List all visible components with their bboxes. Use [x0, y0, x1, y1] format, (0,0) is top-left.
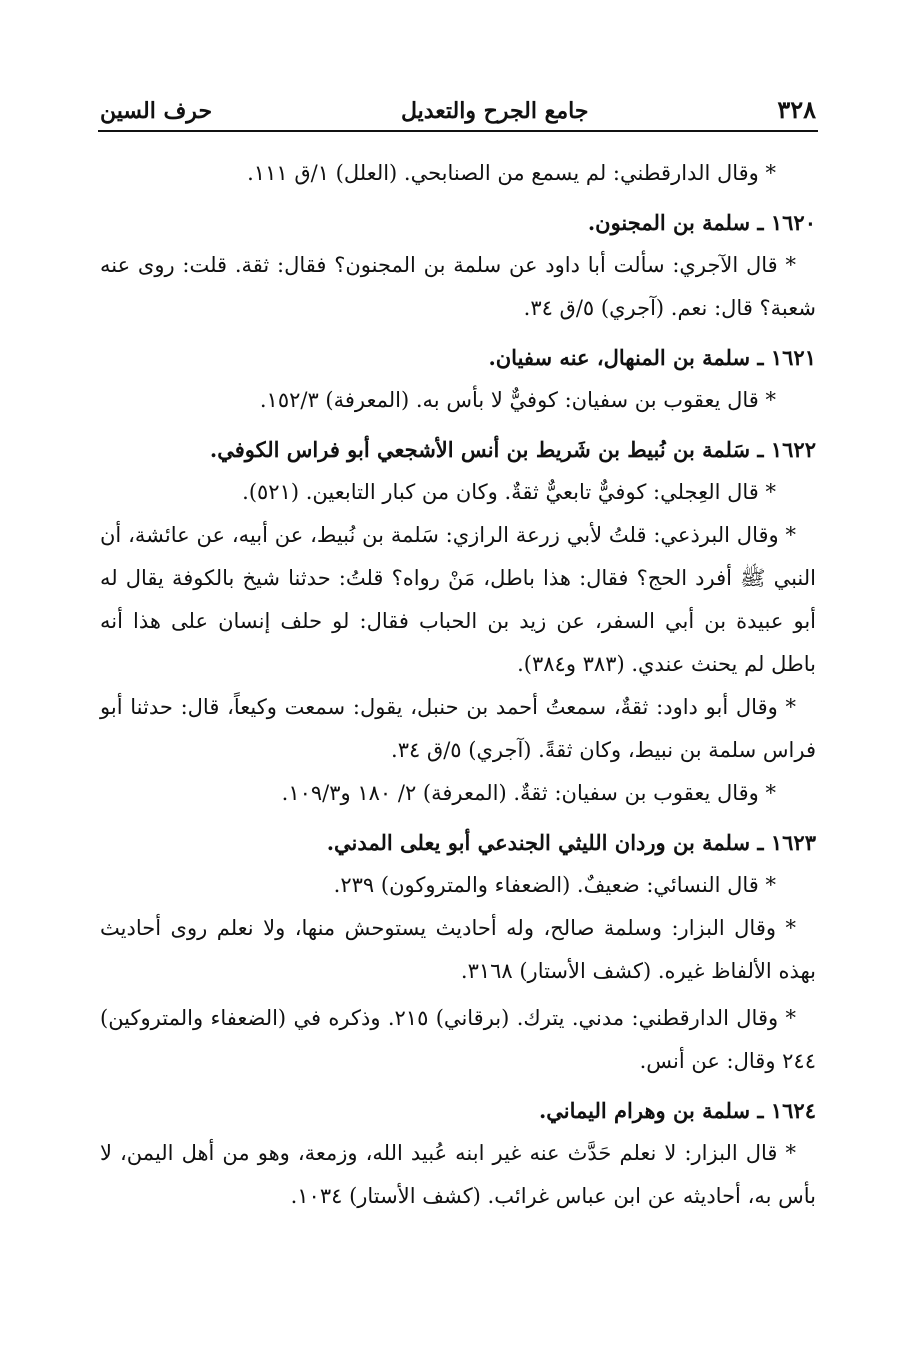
- quote-paragraph: * قال الآجري: سألت أبا داود عن سلمة بن المجنون؟ فقال: ثقة. قلت: روى عنه شعبة؟ قال: نعم. (آجري) ٥/ق ٣٤.: [100, 253, 816, 320]
- quote-paragraph: * قال البزار: لا نعلم حَدَّث عنه غير ابنه عُبيد الله، وزمعة، وهو من أهل اليمن، لا بأس به، أحاديثه عن ابن عباس غرائب. (كشف الأستار) ١٠٣٤.: [100, 1141, 816, 1208]
- quote-paragraph: * وقال الدارقطني: مدني. يترك. (برقاني) ٢١٥. وذكره في (الضعفاء والمتروكين) ٢٤٤ وقال: عن أنس.: [100, 1006, 816, 1073]
- entry-heading-1624: ١٦٢٤ ـ سلمة بن وهرام اليماني.: [538, 1098, 816, 1123]
- quote-paragraph: * وقال يعقوب بن سفيان: ثقةٌ. (المعرفة) ٢/ ١٨٠ و١٠٩/٣.: [281, 781, 776, 805]
- entry-heading-1621: ١٦٢١ ـ سلمة بن المنهال، عنه سفيان.: [488, 345, 816, 370]
- quote-paragraph: * وقال أبو داود: ثقةٌ، سمعتُ أحمد بن حنبل، يقول: سمعت وكيعاً، قال: حدثنا أبو فراس سلمة بن نبيط، وكان ثقةً. (آجري) ٥/ق ٣٤.: [100, 695, 816, 762]
- quote-paragraph: * وقال البزار: وسلمة صالح، وله أحاديث يستوحش منها، ولا نعلم روى أحاديث بهذه الألفاظ غيره. (كشف الأستار) ٣١٦٨.: [100, 916, 816, 983]
- entry-heading-1620: ١٦٢٠ ـ سلمة بن المجنون.: [587, 210, 816, 235]
- quote-paragraph: * وقال الدارقطني: لم يسمع من الصنابحي. (العلل) ١/ق ١١١.: [247, 161, 776, 185]
- entry-heading-1622: ١٦٢٢ ـ سَلمة بن نُبيط بن شَريط بن أنس الأشجعي أبو فراس الكوفي.: [209, 437, 816, 462]
- quote-paragraph: * قال يعقوب بن سفيان: كوفيٌّ لا بأس به. (المعرفة) ١٥٢/٣.: [259, 388, 776, 412]
- entry-heading-1623: ١٦٢٣ ـ سلمة بن وردان الليثي الجندعي أبو يعلى المدني.: [326, 830, 816, 855]
- book-title: جامع الجرح والتعديل: [400, 98, 589, 124]
- section-title: حرف السين: [100, 98, 213, 124]
- quote-paragraph: * قال العِجلي: كوفيٌّ تابعيٌّ ثقةٌ. وكان من كبار التابعين. (٥٢١).: [242, 480, 776, 504]
- quote-paragraph: * قال النسائي: ضعيفٌ. (الضعفاء والمتروكون) ٢٣٩.: [333, 873, 776, 897]
- running-header: [100, 84, 816, 124]
- page-number: ٣٢٨: [777, 95, 816, 124]
- page-body: [100, 152, 816, 1218]
- header-rule: [98, 130, 818, 132]
- quote-paragraph: * وقال البرذعي: قلتُ لأبي زرعة الرازي: سَلمة بن نُبيط، عن أبيه، عن عائشة، أن النبي ﷺ أفرد الحج؟ فقال: هذا باطل، مَنْ رواه؟ قلتُ: حدثنا شيخ بالكوفة يقال له أبو عبيدة بن أبي السفر، عن زيد بن الحباب فقال: لو حلف إنسان على هذا أنه باطل لم يحنث عندي. (٣٨٣ و٣٨٤).: [100, 523, 816, 676]
